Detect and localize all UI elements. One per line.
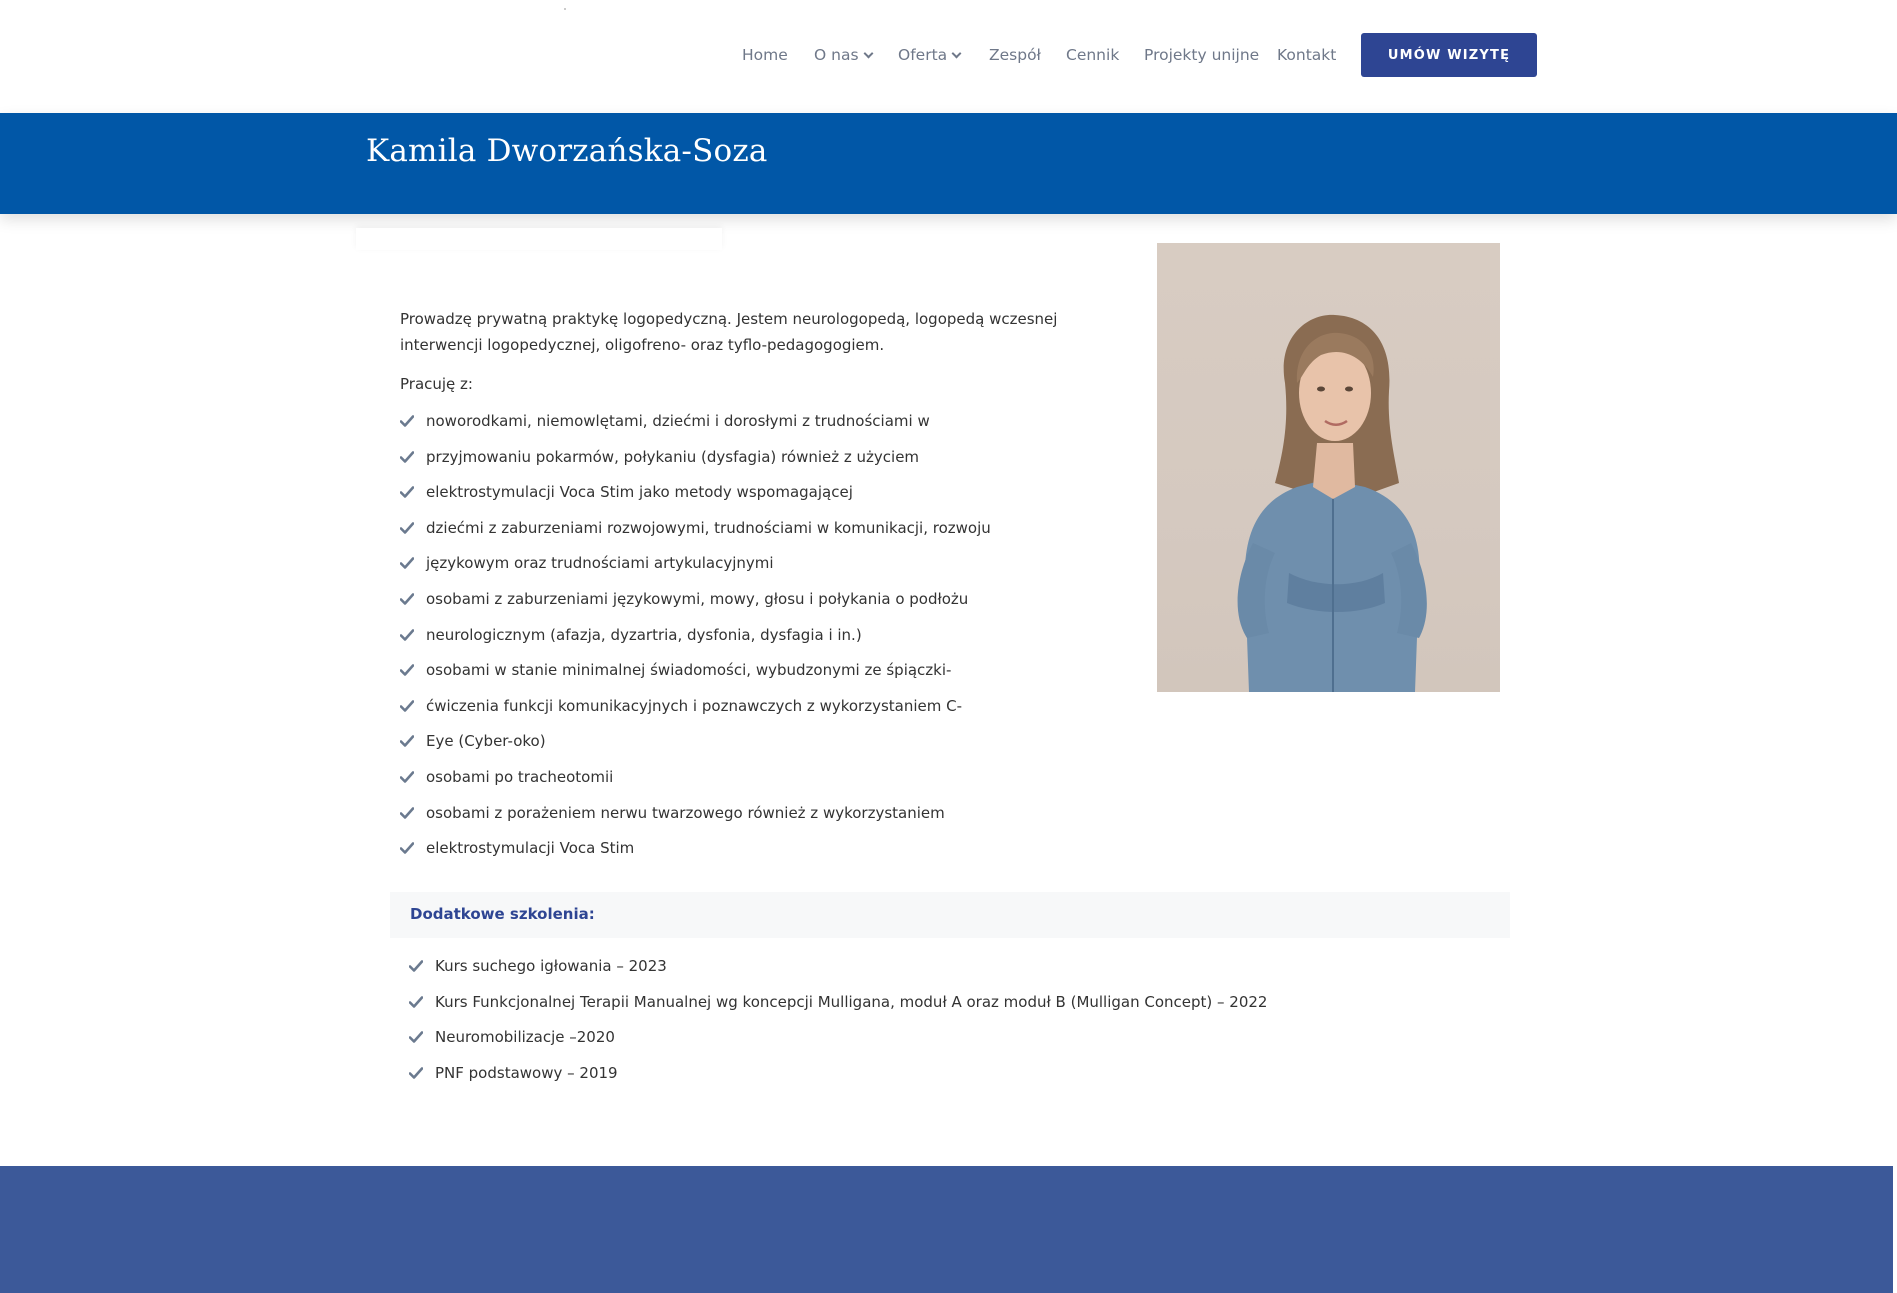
check-icon: [409, 1031, 423, 1043]
content-card-edge: [356, 228, 722, 250]
nav-label[interactable]: Projekty unijne: [1144, 46, 1260, 64]
list-item-text: osobami w stanie minimalnej świadomości, wybudzonymi ze śpiączki-: [426, 661, 952, 680]
list-item: [409, 990, 1267, 1014]
list-item-text: elektrostymulacji Voca Stim: [426, 839, 635, 858]
list-item-text: osobami z zaburzeniami językowymi, mowy, głosu i połykania o podłożu: [426, 590, 969, 608]
nav-label[interactable]: Kontakt: [1277, 46, 1337, 64]
list-item-text: noworodkami, niemowlętami, dziećmi i dorosłymi z trudnościami w: [426, 412, 930, 430]
nav-label[interactable]: Cennik: [1066, 46, 1120, 64]
nav-item-oferta-trigger[interactable]: [898, 46, 960, 64]
list-item: [409, 954, 667, 978]
list-item: [400, 587, 968, 611]
book-visit-button[interactable]: UMÓW WIZYTĘ: [1361, 33, 1537, 77]
list-item-text: Neuromobilizacje –2020: [435, 1028, 615, 1047]
list-item: [409, 1061, 618, 1085]
logo[interactable]: [564, 8, 566, 10]
list-item-text: Kurs suchego igłowania – 2023: [435, 957, 667, 975]
list-item-text: elektrostymulacji Voca Stim jako metody wspomagającej: [426, 483, 853, 502]
site-footer: [0, 1166, 1893, 1293]
check-icon: [400, 486, 414, 498]
list-item: [400, 765, 613, 789]
list-item: [400, 694, 962, 718]
check-icon: [400, 664, 414, 676]
list-item: [400, 409, 930, 433]
extra-training-heading-bar: [390, 892, 1510, 938]
list-item-text: osobami po tracheotomii: [426, 768, 614, 786]
check-icon: [400, 451, 414, 463]
list-item-text: Eye (Cyber-oko): [426, 732, 546, 751]
chevron-down-icon: [952, 48, 962, 58]
extra-training-heading: Dodatkowe szkolenia:: [410, 905, 595, 923]
check-icon: [400, 700, 414, 712]
check-icon: [400, 593, 414, 605]
nav-item-kontakt[interactable]: [1277, 33, 1336, 77]
nav-label[interactable]: Home: [742, 46, 788, 64]
check-icon: [400, 842, 414, 854]
list-item-text: ćwiczenia funkcji komunikacyjnych i poznawczych z wykorzystaniem C-: [426, 696, 963, 715]
nav-label: O nas: [814, 46, 859, 64]
list-item-text: przyjmowaniu pokarmów, połykaniu (dysfagia) również z użyciem: [426, 447, 920, 466]
list-item: [400, 480, 853, 504]
nav-label: Oferta: [898, 46, 948, 64]
works-with-label: Pracuję z:: [400, 375, 473, 393]
list-item: [400, 623, 862, 647]
list-item-text: Kurs Funkcjonalnej Terapii Manualnej wg koncepcji Mulligana, moduł A oraz moduł B (Mulligan Concept) – 2022: [435, 992, 1268, 1011]
list-item-text: PNF podstawowy – 2019: [435, 1063, 618, 1082]
check-icon: [409, 996, 423, 1008]
check-icon: [400, 557, 414, 569]
profile-photo: [1157, 243, 1500, 692]
list-item: [409, 1025, 615, 1049]
list-item-text: dziećmi z zaburzeniami rozwojowymi, trudnościami w komunikacji, rozwoju: [426, 518, 991, 537]
nav-item-o-nas-trigger[interactable]: [814, 46, 872, 64]
list-item: [400, 658, 951, 682]
list-item: [400, 729, 546, 753]
page-title-band: [0, 113, 1897, 214]
nav-item-projekty-unijne[interactable]: [1144, 33, 1259, 77]
check-icon: [400, 522, 414, 534]
list-item: [400, 551, 774, 575]
check-icon: [409, 960, 423, 972]
check-icon: [409, 1067, 423, 1079]
list-item-text: językowym oraz trudnościami artykulacyjnymi: [426, 554, 774, 573]
profile-photo-illustration: [1157, 243, 1500, 692]
check-icon: [400, 629, 414, 641]
nav-item-oferta[interactable]: [898, 33, 960, 77]
nav-item-zespol[interactable]: [989, 33, 1041, 77]
intro-paragraph: Prowadzę prywatną praktykę logopedyczną. Jestem neurologopedą, logopedą wczesnej interwencji logopedycznej, oligofreno- oraz tyflo-pedagogogiem.: [400, 310, 1058, 354]
nav-item-home[interactable]: [742, 33, 788, 77]
list-item: [400, 801, 945, 825]
chevron-down-icon: [863, 48, 873, 58]
site-header: [0, 0, 1897, 113]
nav-label[interactable]: Zespół: [989, 46, 1041, 64]
list-item-text: neurologicznym (afazja, dyzartria, dysfonia, dysfagia i in.): [426, 625, 862, 644]
nav-item-o-nas[interactable]: [814, 33, 872, 77]
list-item-text: osobami z porażeniem nerwu twarzowego również z wykorzystaniem: [426, 803, 945, 822]
list-item: [400, 445, 919, 469]
check-icon: [400, 807, 414, 819]
page-title: Kamila Dworzańska-Soza: [366, 133, 768, 169]
nav-item-cennik[interactable]: [1066, 33, 1119, 77]
list-item: [400, 516, 991, 540]
check-icon: [400, 771, 414, 783]
check-icon: [400, 415, 414, 427]
check-icon: [400, 735, 414, 747]
list-item: [400, 836, 634, 860]
